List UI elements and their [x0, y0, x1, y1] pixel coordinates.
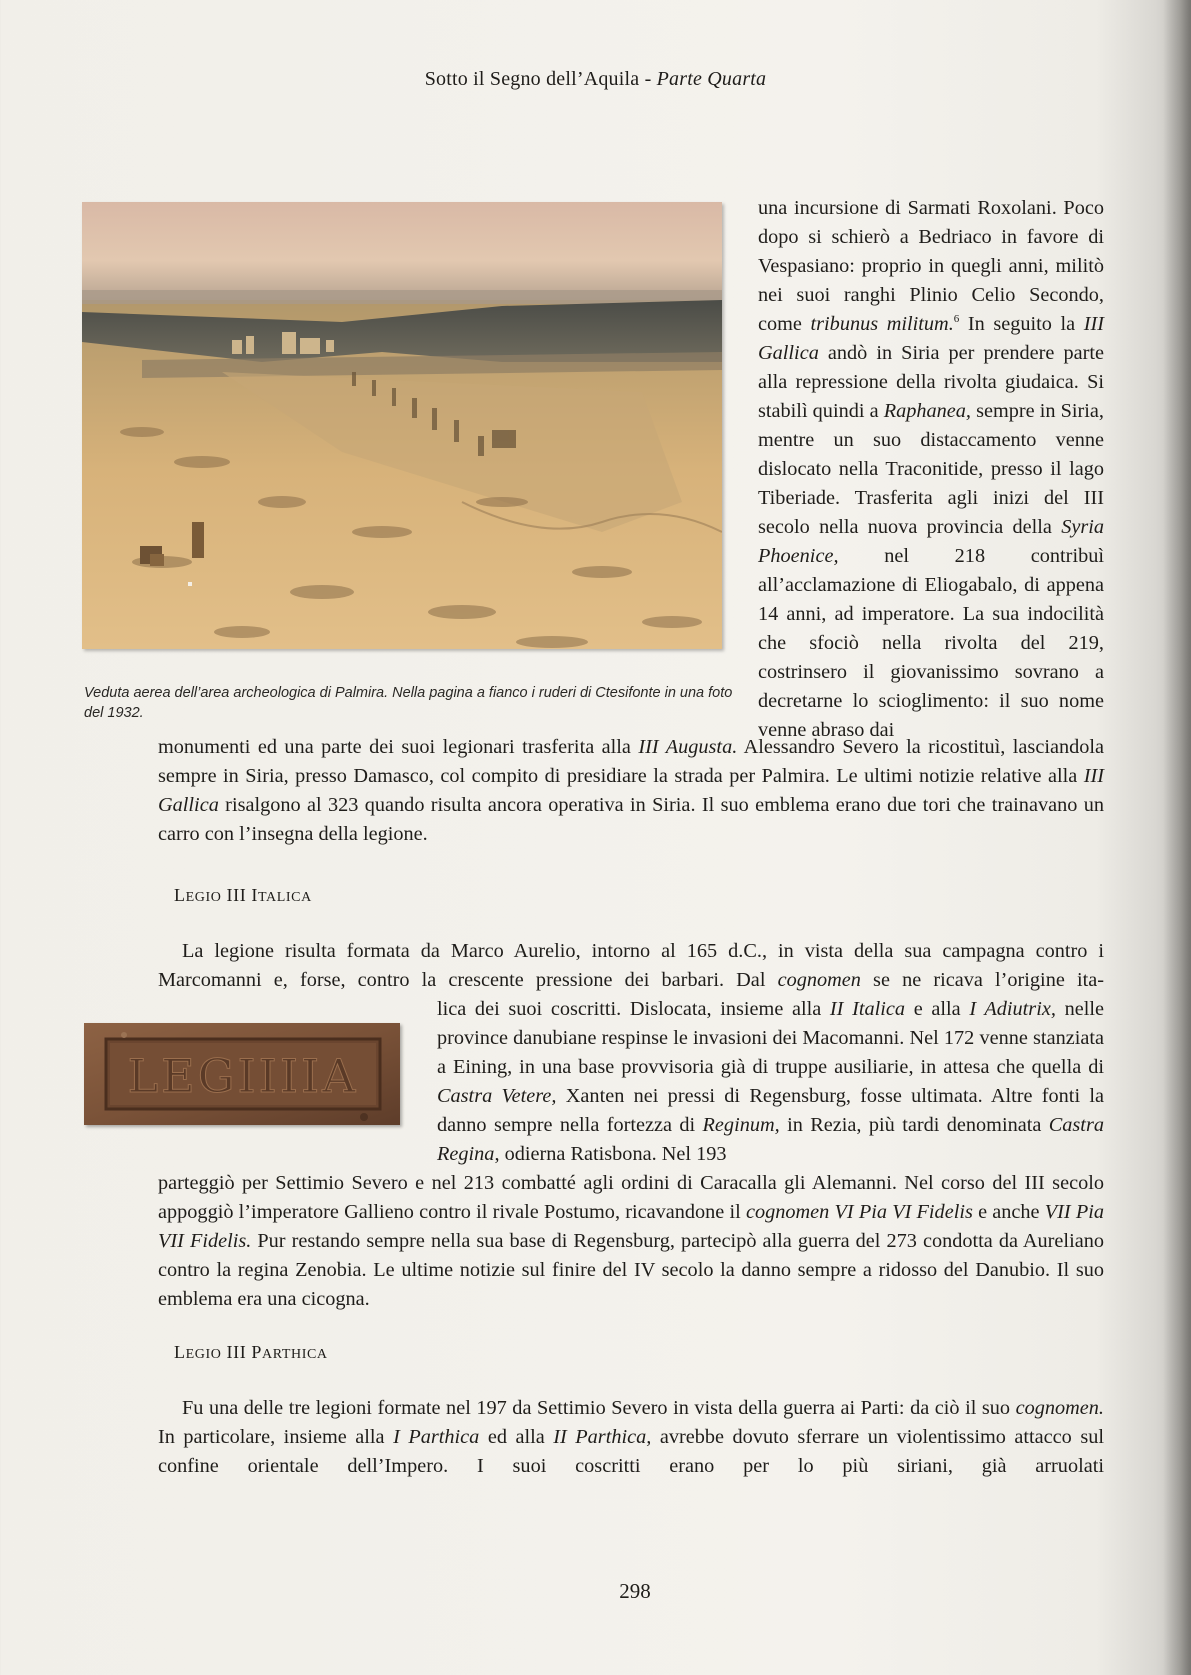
book-title: Sotto il Segno dell’Aquila	[424, 68, 640, 90]
brick-stamp-lettering: LEGIIIIA	[127, 1049, 359, 1103]
page-edge-shadow	[1163, 0, 1191, 1675]
text-column-right	[758, 194, 1104, 745]
section-heading-italica: LEGIO III ITALICA	[174, 885, 312, 905]
brick-stamp-photo	[84, 1023, 400, 1125]
running-header	[0, 68, 1191, 91]
paragraph-gallica-end: monumenti ed una parte dei suoi legionari trasferita alla III Augusta. Alessandro Severo la ricostituì, lasciandola sempre in Siria, presso Damasco, col compito di presidiare la strada per Palmira. Le ultimi notizie relative alla III Gallica risalgono al 323 quando risulta ancora operativa in Siria. Il suo emblema erano due tori che trainavano un carro con l’insegna della legione.	[158, 736, 1105, 845]
header-part: Parte Quarta	[656, 68, 767, 90]
aerial-photo-palmyra	[82, 202, 722, 649]
paragraph-italica-start: La legione risulta formata da Marco Aurelio, intorno al 165 d.C., in vista della sua campagna contro i Marcomanni e, forse, contro la crescente pressione dei barbari. Dal cognomen se ne ricava l’origine ita-	[158, 940, 1104, 991]
photo-caption: Veduta aerea dell’area archeologica di Palmira. Nella pagina a fianco i ruderi di Ctesifonte in una foto del 1932.	[84, 685, 733, 721]
paragraph-italica-end: parteggiò per Settimio Severo e nel 213 combatté agli ordini di Caracalla gli Alemanni. Nel corso del III secolo appoggiò l’imperatore Gallieno contro il rivale Postumo, ricavandone il cognomen VI Pia VI Fidelis e anche VII Pia VII Fidelis. Pur restando sempre nella sua base di Regensburg, partecipò alla guerra del 273 condotta da Aureliano contro la regina Zenobia. Le ultime notizie sul finire del IV secolo la danno sempre a ridosso del Danubio. Il suo emblema era una cicogna.	[158, 1172, 1105, 1310]
paragraph-italica-narrow: lica dei suoi coscritti. Dislocata, insieme alla II Italica e alla I Adiutrix, nelle province danubiane respinse le invasioni dei Macomanni. Nel 172 venne stanziata a Eining, in una base provvisoria già di truppe ausiliarie, in attesa che quella di Castra Vetere, Xanten nei pressi di Regensburg, fosse ultimata. Altre fonti la danno sempre nella fortezza di Reginum, in Rezia, più tardi denominata Castra Regina, odierna Ratisbona. Nel 193	[437, 998, 1104, 1165]
page-number: 298	[619, 1579, 651, 1603]
header-separator: -	[644, 68, 652, 90]
section-heading-parthica: LEGIO III PARTHICA	[174, 1342, 328, 1362]
paragraph-parthica: Fu una delle tre legioni formate nel 197 da Settimio Severo in vista della guerra ai Parti: da ciò il suo cognomen. In particolare, insieme alla I Parthica ed alla II Parthica, avrebbe dovuto sferrare un violentissimo attacco sul confine orientale dell’Impero. I suoi coscritti erano per lo più siriani, già arruolati	[158, 1397, 1104, 1477]
paragraph-gallica-continued: una incursione di Sarmati Roxolani. Poco dopo si schierò a Bedriaco in favore di Vespasiano: proprio in quegli anni, militò nei suoi ranghi Plinio Celio Secondo, come tribunus militum.$^6$ In seguito la III Gallica andò in Siria per prendere parte alla repressione della rivolta giudaica. Si stabilì quindi a Raphanea, sempre in Siria, mentre un suo distaccamento venne dislocato nella Traconitide, presso il lago Tiberiade. Trasferita agli inizi del III secolo nella nuova provincia della Syria Phoenice, nel 218 contribuì all’acclamazione di Eliogabalo, di appena 14 anni, ad imperatore. La sua indocilità che sfociò nella rivolta del 219, costrinsero il giovanissimo sovrano a decretarne lo scioglimento: il suo nome venne abraso dai	[758, 197, 1104, 741]
footnote-ref: 6	[953, 313, 960, 326]
